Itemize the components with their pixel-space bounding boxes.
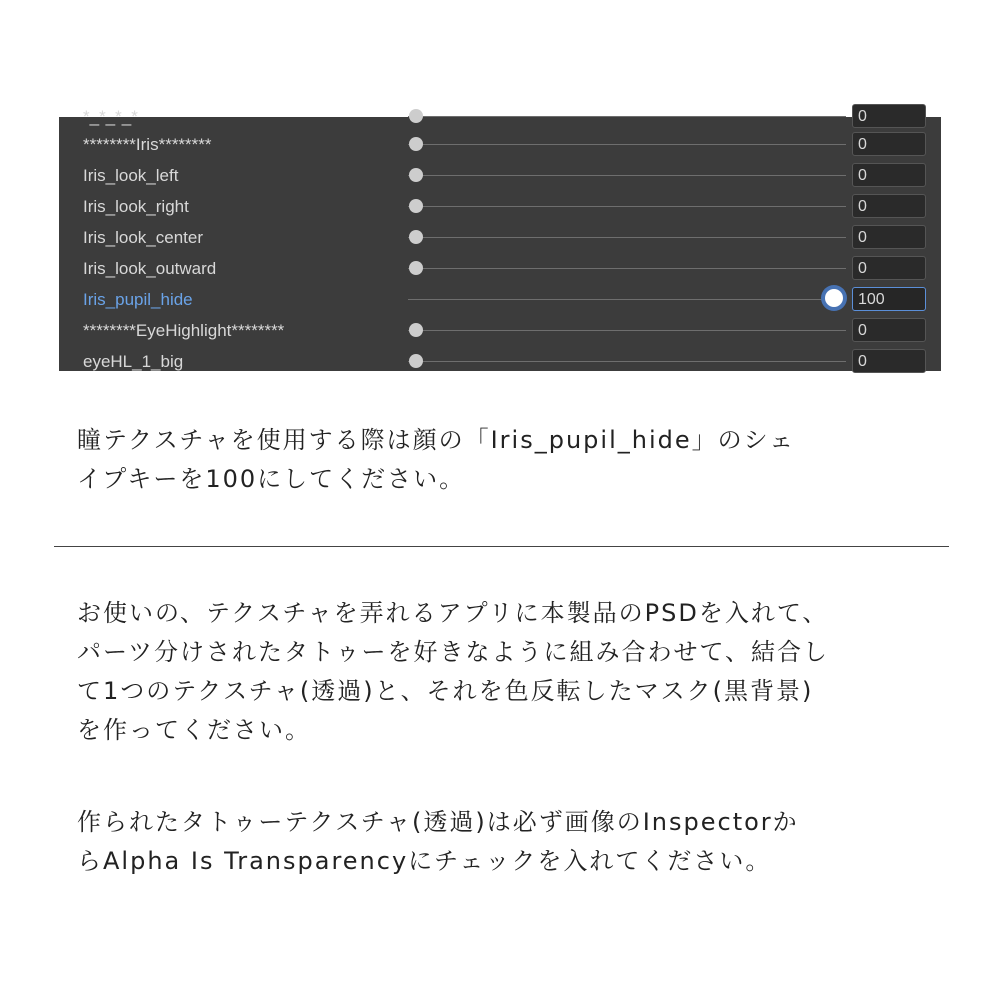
- blendshape-label: Iris_look_center: [83, 228, 204, 247]
- slider-track[interactable]: [408, 330, 846, 331]
- value-field[interactable]: 0: [852, 225, 926, 249]
- slider-track[interactable]: [408, 361, 846, 362]
- paragraph-line: らAlpha Is Transparencyにチェックを入れてください。: [77, 847, 772, 875]
- slider-track[interactable]: [408, 299, 846, 300]
- blendshape-label: Iris_pupil_hide: [83, 290, 193, 309]
- blendshape-row: [59, 253, 941, 284]
- paragraph-line: パーツ分けされたタトゥーを好きなように組み合わせて、結合し: [77, 638, 829, 666]
- slider-knob[interactable]: [409, 323, 423, 337]
- value-field[interactable]: 0: [852, 194, 926, 218]
- blendshape-label: Iris_look_right: [83, 197, 189, 216]
- blendshape-label: Iris_look_left: [83, 166, 179, 185]
- blendshape-row: [59, 101, 941, 132]
- instructions-paragraph-2: [77, 803, 957, 881]
- blendshape-row: [59, 191, 941, 222]
- blendshape-row: [59, 160, 941, 191]
- slider-knob[interactable]: [409, 354, 423, 368]
- blendshape-row-active: [59, 284, 941, 315]
- slider-knob[interactable]: [825, 289, 843, 307]
- value-field[interactable]: 0: [852, 318, 926, 342]
- instructions-paragraph-1: [77, 594, 957, 750]
- slider-track[interactable]: [408, 144, 846, 145]
- slider-track[interactable]: [408, 116, 846, 117]
- note-line: 瞳テクスチャを使用する際は顔の「Iris_pupil_hide」のシェ: [77, 426, 796, 454]
- slider-track[interactable]: [408, 237, 846, 238]
- paragraph-line: て1つのテクスチャ(透過)と、それを色反転したマスク(黒背景): [77, 677, 814, 705]
- paragraph-line: お使いの、テクスチャを弄れるアプリに本製品のPSDを入れて、: [77, 599, 829, 627]
- slider-knob[interactable]: [409, 137, 423, 151]
- blendshape-label: ********Iris********: [83, 135, 212, 154]
- iris-note: [77, 421, 957, 499]
- value-field[interactable]: 0: [852, 349, 926, 373]
- blendshape-label: eyeHL_1_big: [83, 352, 184, 371]
- blendshape-row: [59, 346, 941, 377]
- paragraph-line: 作られたタトゥーテクスチャ(透過)は必ず画像のInspectorか: [77, 808, 799, 836]
- slider-knob[interactable]: [409, 230, 423, 244]
- value-field[interactable]: 0: [852, 132, 926, 156]
- blendshape-row: [59, 315, 941, 346]
- value-field[interactable]: 0: [852, 163, 926, 187]
- blendshape-label: Iris_look_outward: [83, 259, 217, 278]
- value-field[interactable]: 100: [852, 287, 926, 311]
- blendshape-label: *_*_*_*: [83, 107, 138, 126]
- blendshape-panel: [59, 107, 941, 371]
- slider-knob[interactable]: [409, 168, 423, 182]
- blendshape-row: [59, 222, 941, 253]
- slider-track[interactable]: [408, 175, 846, 176]
- value-field[interactable]: 0: [852, 256, 926, 280]
- slider-knob[interactable]: [409, 109, 423, 123]
- paragraph-line: を作ってください。: [77, 716, 311, 744]
- blendshape-row: [59, 129, 941, 160]
- slider-track[interactable]: [408, 206, 846, 207]
- slider-knob[interactable]: [409, 261, 423, 275]
- slider-knob[interactable]: [409, 199, 423, 213]
- note-line: イプキーを100にしてください。: [77, 465, 466, 493]
- blendshape-label: ********EyeHighlight********: [83, 321, 285, 340]
- value-field[interactable]: 0: [852, 104, 926, 128]
- divider: [54, 546, 949, 547]
- slider-track[interactable]: [408, 268, 846, 269]
